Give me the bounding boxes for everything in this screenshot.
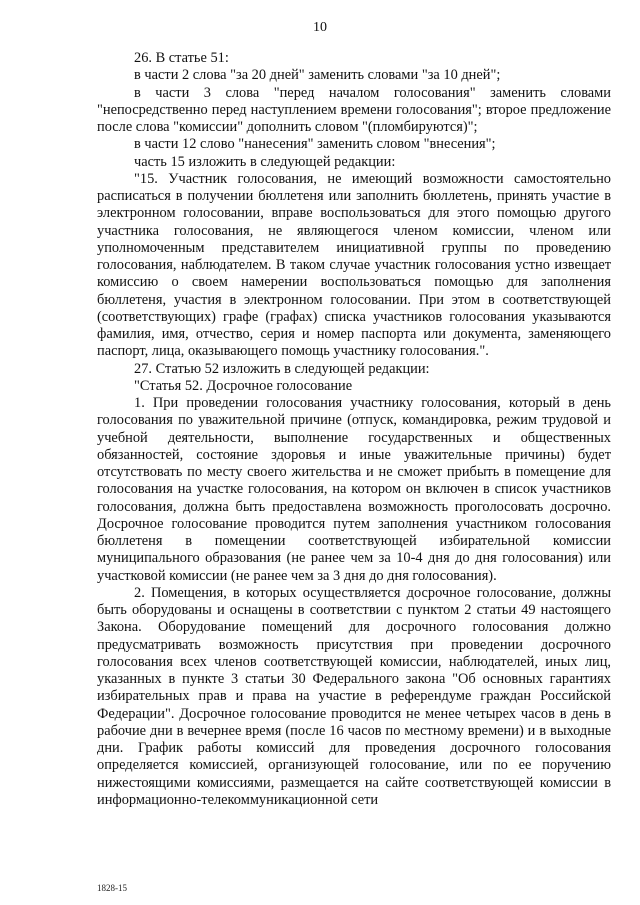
article-52-part-1: 1. При проведении голосования участнику голосования, который в день голосования по уважительной причине (отпуск, командировка, режим трудовой и учебной деятельности, выполнение государственных и общественных обязанностей, состояние здоровья и иные уважительные причины) будет отсутствовать по месту своего жительства и не сможет прибыть в помещение для голосования на участке голосования, на котором он включен в список участников голосования, должна быть предоставлена возможность проголосовать досрочно. Досрочное голосование проводится путем заполнения участником голосования бюллетеня в помещении соответствующей избирательной комиссии муниципального образования (не ранее чем за 10-4 дня до дня голосования) или участковой комиссии (не ранее чем за 3 дня до дня голосования). <box>97 395 611 584</box>
amendment-part-15-intro: часть 15 изложить в следующей редакции: <box>134 153 396 170</box>
document-body <box>97 50 611 809</box>
document-code: 1828-15 <box>97 883 127 893</box>
article-27-heading: 27. Статью 52 изложить в следующей редакции: <box>134 360 430 377</box>
amendment-part-2: в части 2 слова "за 20 дней" заменить словами "за 10 дней"; <box>134 67 501 84</box>
article-26-heading: 26. В статье 51: <box>134 50 229 66</box>
article-52-title: "Статья 52. Досрочное голосование <box>134 377 353 394</box>
page-number: 10 <box>313 20 327 35</box>
part-15-text: "15. Участник голосования, не имеющий возможности самостоятельно расписаться в получении бюллетеня или заполнить бюллетень, принять участие в электронном голосовании, вправе воспользоваться для этого помощью другого участника голосования, не являющегося членом комиссии, членом или уполномоченным представителем инициативной группы по проведению голосования, наблюдателем. В таком случае участник голосования устно извещает комиссию о своем намерении воспользоваться помощью для заполнения бюллетеня, участия в электронном голосовании. При этом в соответствующей (соответствующих) графе (графах) списка участников голосования указываются фамилия, имя, отчество, серия и номер паспорта или документа, заменяющего паспорт, лица, оказывающего помощь участнику голосования.". <box>97 170 611 360</box>
amendment-part-12: в части 12 слово "нанесения" заменить словом "внесения"; <box>134 136 496 153</box>
amendment-part-3: в части 3 слова "перед началом голосования" заменить словами "непосредственно перед наступлением времени голосования"; второе предложение после слова "комиссии" дополнить словом "(пломбируются)"; <box>97 84 611 135</box>
article-52-part-2: 2. Помещения, в которых осуществляется досрочное голосование, должны быть оборудованы и оснащены в соответствии с пунктом 2 статьи 49 настоящего Закона. Оборудование помещений для досрочного голосования должно предусматривать возможность присутствия при проведении досрочного голосования всех членов соответствующей комиссии, наблюдателей, иных лиц, указанных в пункте 3 статьи 30 Федерального закона "Об основных гарантиях избирательных прав и права на участие в референдуме граждан Российской Федерации". Досрочное голосование проводится не менее четырех часов в день в рабочие дни в вечернее время (после 16 часов по местному времени) и в выходные дни. График работы комиссий для проведения досрочного голосования определяется комиссией, организующей голосование, или по ее поручению нижестоящими комиссиями, размещается на сайте соответствующей комиссии в информационно-телекоммуникационной сети <box>97 584 611 808</box>
